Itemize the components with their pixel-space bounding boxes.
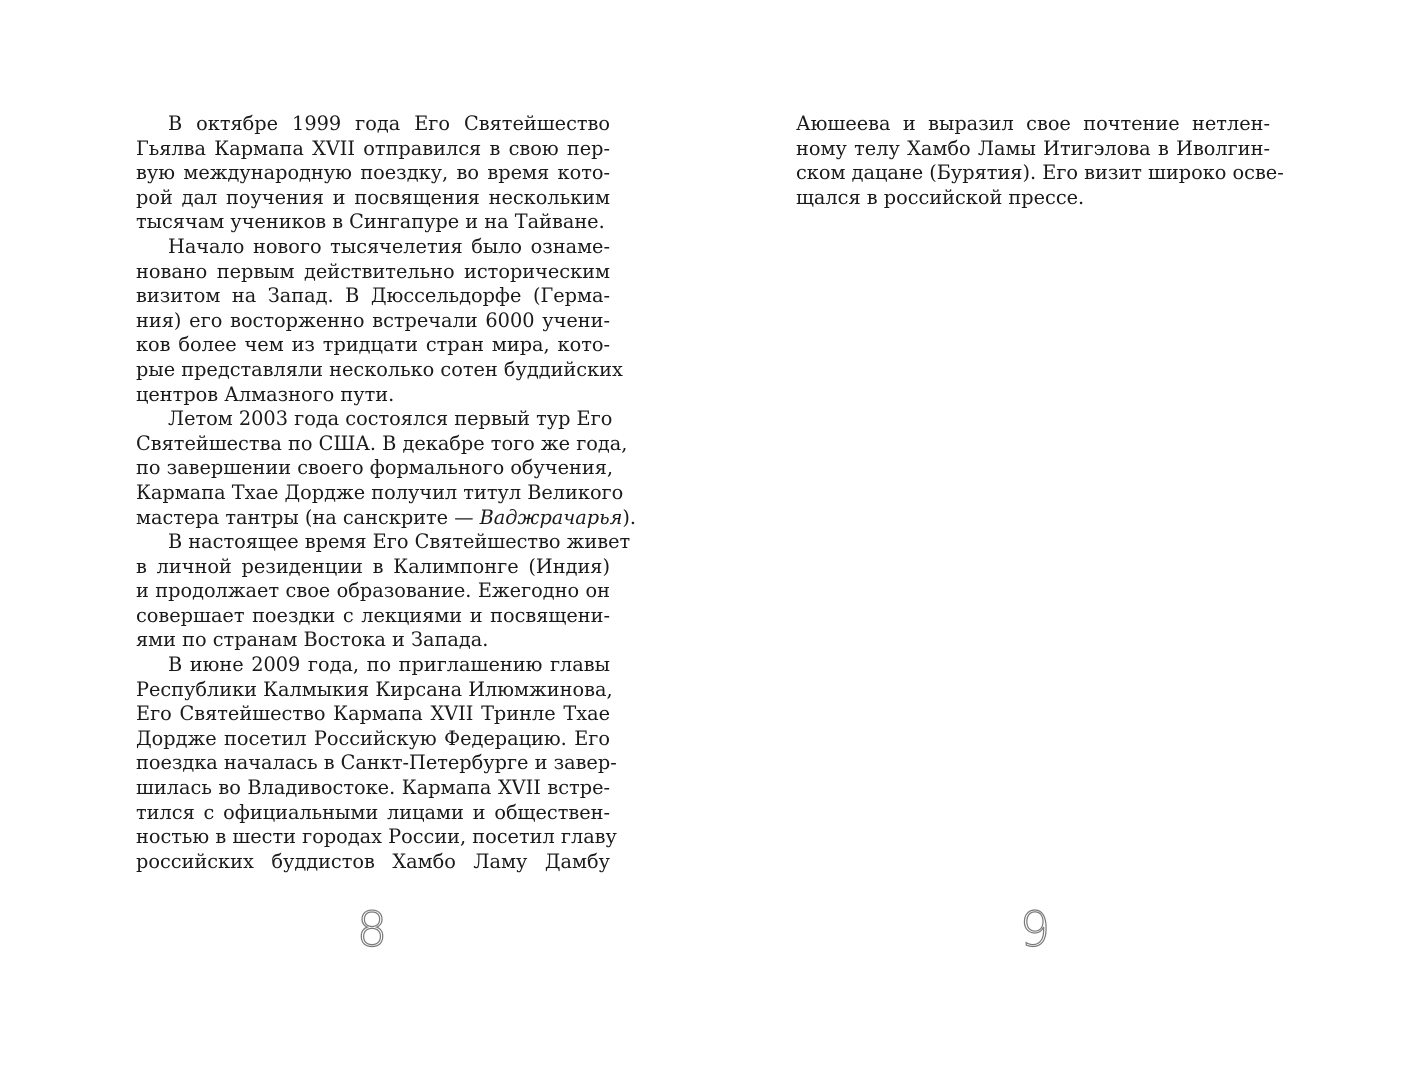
text-line: тысячам учеников в Сингапуре и на Тайване. [136, 210, 605, 234]
text-line: ями по странам Востока и Запада. [136, 628, 489, 652]
italic-term: Ваджрачарья [479, 505, 623, 529]
text-line: В июне 2009 года, по приглашению главы [168, 653, 610, 677]
text-line: Аюшеева и выразил свое почтение нетлен- [796, 112, 1270, 135]
text-line: российских буддистов Хамбо Ламу Дамбу [136, 849, 610, 873]
text-line: рые представляли несколько сотен буддийских [136, 357, 623, 381]
text-line: Республики Калмыкия Кирсана Илюмжинова, [136, 677, 613, 701]
text-line: Гьялва Кармапа XVII отправился в свою пер- [136, 136, 610, 160]
line-suffix: ). [622, 505, 637, 529]
text-line-with-italic [136, 505, 637, 531]
right-page [703, 0, 1407, 1080]
text-line: центров Алмазного пути. [136, 382, 395, 406]
text-line: ния) его восторженно встречали 6000 учени- [136, 308, 610, 332]
left-page-text [136, 112, 637, 874]
text-line: по завершении своего формального обучения, [136, 456, 614, 480]
text-line: ному телу Хамбо Ламы Итигэлова в Иволгин- [796, 136, 1270, 160]
text-line: щался в российской прессе. [796, 185, 1085, 209]
text-line: совершает поездки с лекциями и посвящени- [136, 603, 610, 627]
text-line: шилась во Владивостоке. Кармапа XVII встре- [136, 776, 610, 800]
text-line: Святейшества по США. В декабре того же года, [136, 431, 628, 455]
text-line: рой дал поучения и посвящения нескольким [136, 185, 610, 209]
text-line: ностью в шести городах России, посетил главу [136, 825, 617, 849]
page-number-right: 9 [1019, 902, 1051, 958]
text-line: Его Святейшество Кармапа XVII Тринле Тхае [136, 702, 610, 726]
text-line: поездка началась в Санкт-Петербурге и завер- [136, 751, 617, 775]
text-line: В настоящее время Его Святейшество живет [168, 530, 631, 554]
line-text: мастера тантры (на санскрите — [136, 505, 480, 529]
text-line: в личной резиденции в Калимпонге (Индия) [136, 554, 610, 578]
text-line: вую международную поездку, во время кото- [136, 161, 610, 185]
text-line: Летом 2003 года состоялся первый тур Его [168, 407, 613, 431]
page-number-left: 8 [356, 902, 388, 958]
right-page-text [796, 112, 1284, 210]
text-line: визитом на Запад. В Дюссельдорфе (Герма- [136, 284, 610, 308]
text-line: ском дацане (Бурятия). Его визит широко осве- [796, 161, 1284, 185]
text-line: Кармапа Тхае Дордже получил титул Великого [136, 480, 624, 504]
text-line: В октябре 1999 года Его Святейшество [168, 112, 610, 135]
text-line: Дордже посетил Российскую Федерацию. Его [136, 726, 610, 750]
text-line: Начало нового тысячелетия было ознаме- [168, 234, 610, 258]
text-line: и продолжает свое образование. Ежегодно он [136, 579, 610, 603]
text-line: ков более чем из тридцати стран мира, кото- [136, 333, 610, 357]
text-line: тился с официальными лицами и обществен- [136, 800, 610, 824]
text-line: новано первым действительно историческим [136, 259, 610, 283]
left-page [0, 0, 703, 1080]
